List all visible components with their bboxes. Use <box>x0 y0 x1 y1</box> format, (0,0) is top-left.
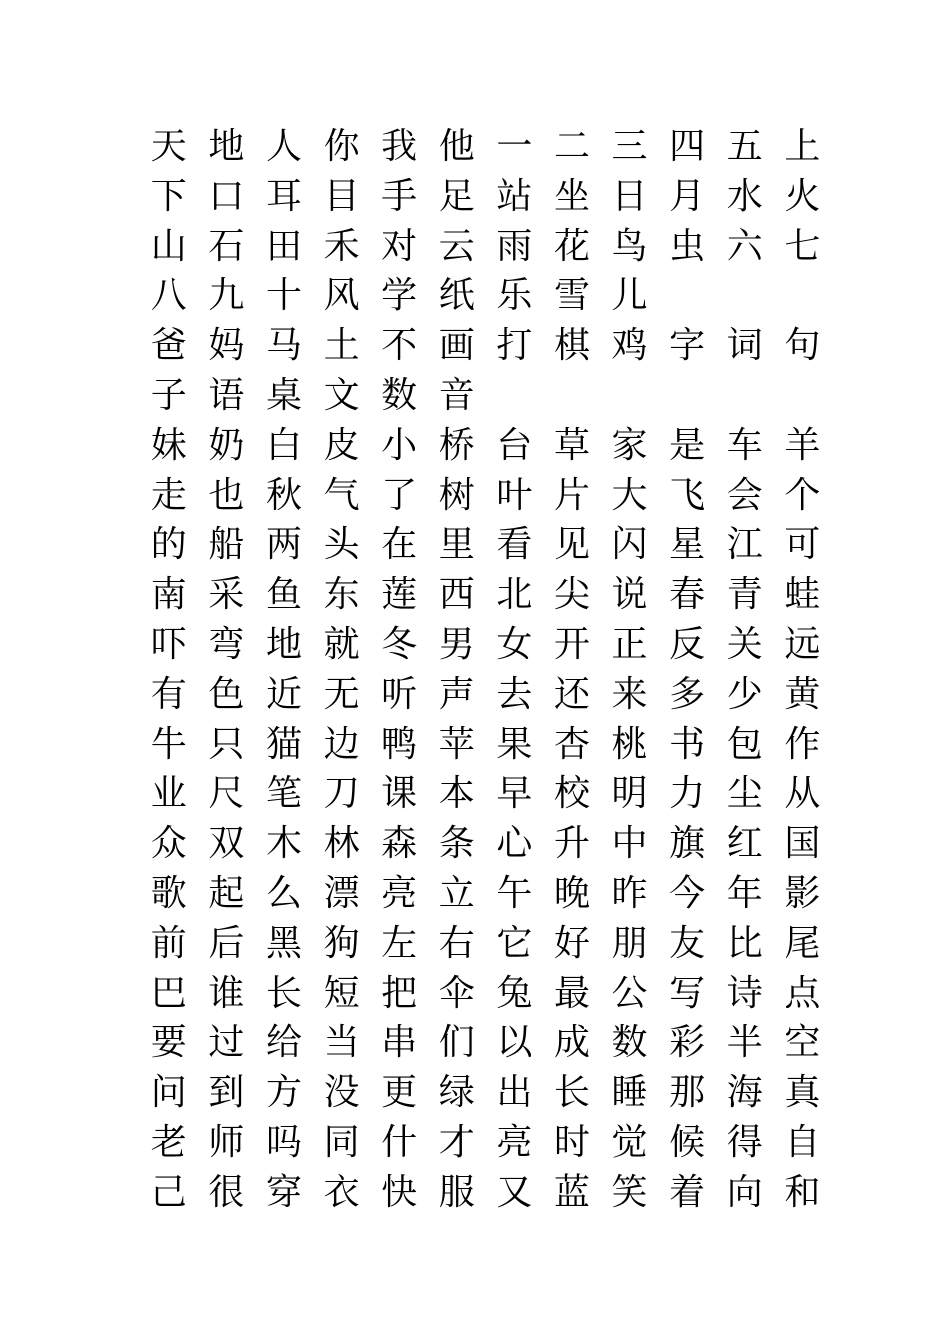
character-cell: 子 <box>150 374 187 416</box>
character-cell: 我 <box>381 126 418 167</box>
character-cell: 只 <box>208 723 245 765</box>
character-cell: 南 <box>150 574 187 616</box>
character-cell: 长 <box>553 1072 590 1114</box>
character-cell: 服 <box>438 1171 475 1213</box>
character-cell: 船 <box>208 524 245 566</box>
character-cell: 诗 <box>726 972 763 1014</box>
character-cell: 觉 <box>611 1121 648 1163</box>
character-cell: 过 <box>208 1022 245 1064</box>
character-cell: 石 <box>208 225 245 267</box>
character-cell: 得 <box>726 1121 763 1163</box>
character-cell: 风 <box>323 275 360 317</box>
character-cell: 要 <box>150 1022 187 1064</box>
character-cell: 学 <box>381 275 418 317</box>
character-cell: 从 <box>784 773 821 815</box>
character-row <box>140 321 836 371</box>
character-cell: 不 <box>381 325 418 367</box>
character-cell: 出 <box>496 1072 533 1114</box>
character-row <box>140 371 836 421</box>
character-cell: 友 <box>669 922 706 964</box>
character-cell: 的 <box>150 524 187 566</box>
character-cell: 皮 <box>323 424 360 466</box>
character-cell: 目 <box>323 175 360 217</box>
character-cell: 着 <box>669 1171 706 1213</box>
character-cell: 睡 <box>611 1072 648 1114</box>
character-cell: 东 <box>323 574 360 616</box>
character-cell: 把 <box>381 972 418 1014</box>
character-cell: 去 <box>496 673 533 715</box>
character-cell: 一 <box>496 126 533 167</box>
character-cell: 地 <box>208 126 245 167</box>
character-cell: 红 <box>726 823 763 865</box>
character-cell: 最 <box>553 972 590 1014</box>
character-grid <box>140 122 836 1218</box>
character-cell: 笔 <box>265 773 302 815</box>
character-cell: 纸 <box>438 275 475 317</box>
character-cell: 画 <box>438 325 475 367</box>
character-cell: 谁 <box>208 972 245 1014</box>
character-cell: 还 <box>553 673 590 715</box>
character-cell: 下 <box>150 175 187 217</box>
character-cell: 和 <box>784 1171 821 1213</box>
character-cell: 句 <box>784 325 821 367</box>
character-cell: 串 <box>381 1022 418 1064</box>
character-cell: 鱼 <box>265 574 302 616</box>
character-cell: 快 <box>381 1171 418 1213</box>
character-cell: 立 <box>438 872 475 914</box>
character-cell: 穿 <box>265 1171 302 1213</box>
character-cell: 片 <box>553 474 590 516</box>
character-cell: 笑 <box>611 1171 648 1213</box>
character-cell: 方 <box>265 1072 302 1114</box>
character-cell: 伞 <box>438 972 475 1014</box>
character-row <box>140 570 836 620</box>
character-cell: 雪 <box>553 275 590 317</box>
character-cell: 北 <box>496 574 533 616</box>
character-cell: 尺 <box>208 773 245 815</box>
character-cell: 牛 <box>150 723 187 765</box>
character-cell: 九 <box>208 275 245 317</box>
character-row <box>140 172 836 222</box>
character-cell: 歌 <box>150 872 187 914</box>
character-cell: 两 <box>265 524 302 566</box>
character-cell: 写 <box>669 972 706 1014</box>
character-cell: 兔 <box>496 972 533 1014</box>
character-cell: 耳 <box>265 175 302 217</box>
character-cell: 尖 <box>553 574 590 616</box>
character-cell: 远 <box>784 623 821 665</box>
character-cell: 来 <box>611 673 648 715</box>
character-cell: 土 <box>323 325 360 367</box>
character-cell: 可 <box>784 524 821 566</box>
character-cell: 课 <box>381 773 418 815</box>
character-cell: 坐 <box>553 175 590 217</box>
character-cell: 那 <box>669 1072 706 1114</box>
character-cell: 给 <box>265 1022 302 1064</box>
character-row <box>140 1168 836 1218</box>
character-cell: 色 <box>208 673 245 715</box>
character-cell: 里 <box>438 524 475 566</box>
character-cell: 江 <box>726 524 763 566</box>
character-cell: 前 <box>150 922 187 964</box>
character-cell: 会 <box>726 474 763 516</box>
character-cell: 秋 <box>265 474 302 516</box>
character-cell: 数 <box>611 1022 648 1064</box>
character-cell: 人 <box>265 126 302 167</box>
character-cell: 正 <box>611 623 648 665</box>
character-cell: 也 <box>208 474 245 516</box>
character-cell: 桥 <box>438 424 475 466</box>
character-cell: 了 <box>381 474 418 516</box>
character-cell: 反 <box>669 623 706 665</box>
character-cell: 儿 <box>611 275 648 317</box>
character-cell: 奶 <box>208 424 245 466</box>
character-cell: 六 <box>726 225 763 267</box>
character-cell: 成 <box>553 1022 590 1064</box>
character-cell: 妈 <box>208 325 245 367</box>
character-cell: 当 <box>323 1022 360 1064</box>
character-cell: 看 <box>496 524 533 566</box>
character-cell: 午 <box>496 872 533 914</box>
character-cell: 时 <box>553 1121 590 1163</box>
character-cell: 开 <box>553 623 590 665</box>
character-cell: 足 <box>438 175 475 217</box>
character-cell: 天 <box>150 126 187 167</box>
character-row <box>140 769 836 819</box>
character-cell: 台 <box>496 424 533 466</box>
character-row <box>140 869 836 919</box>
character-cell: 桌 <box>265 374 302 416</box>
character-cell: 虫 <box>669 225 706 267</box>
character-cell: 什 <box>381 1121 418 1163</box>
character-cell: 鸟 <box>611 225 648 267</box>
character-cell: 猫 <box>265 723 302 765</box>
character-cell: 花 <box>553 225 590 267</box>
character-cell: 草 <box>553 424 590 466</box>
character-cell: 升 <box>553 823 590 865</box>
character-row <box>140 919 836 969</box>
character-cell: 半 <box>726 1022 763 1064</box>
character-row <box>140 1018 836 1068</box>
character-cell: 叶 <box>496 474 533 516</box>
character-cell: 它 <box>496 922 533 964</box>
character-cell: 到 <box>208 1072 245 1114</box>
character-cell: 心 <box>496 823 533 865</box>
character-cell: 在 <box>381 524 418 566</box>
character-cell: 音 <box>438 374 475 416</box>
character-cell: 闪 <box>611 524 648 566</box>
character-cell: 国 <box>784 823 821 865</box>
character-cell: 个 <box>784 474 821 516</box>
character-cell: 气 <box>323 474 360 516</box>
character-cell: 向 <box>726 1171 763 1213</box>
character-cell: 有 <box>150 673 187 715</box>
character-cell: 老 <box>150 1121 187 1163</box>
character-cell: 左 <box>381 922 418 964</box>
character-cell: 田 <box>265 225 302 267</box>
character-cell: 早 <box>496 773 533 815</box>
character-cell: 尾 <box>784 922 821 964</box>
character-cell: 女 <box>496 623 533 665</box>
character-cell: 以 <box>496 1022 533 1064</box>
character-cell: 莲 <box>381 574 418 616</box>
character-cell: 日 <box>611 175 648 217</box>
character-cell: 影 <box>784 872 821 914</box>
character-cell: 说 <box>611 574 648 616</box>
character-cell: 公 <box>611 972 648 1014</box>
character-cell: 书 <box>669 723 706 765</box>
character-cell: 火 <box>784 175 821 217</box>
character-cell: 刀 <box>323 773 360 815</box>
character-cell: 问 <box>150 1072 187 1114</box>
character-cell: 你 <box>323 126 360 167</box>
character-row <box>140 720 836 770</box>
character-cell: 青 <box>726 574 763 616</box>
character-cell: 近 <box>265 673 302 715</box>
character-cell: 明 <box>611 773 648 815</box>
character-cell: 好 <box>553 922 590 964</box>
character-cell: 边 <box>323 723 360 765</box>
character-cell: 右 <box>438 922 475 964</box>
character-cell: 吗 <box>265 1121 302 1163</box>
character-cell: 作 <box>784 723 821 765</box>
character-cell: 同 <box>323 1121 360 1163</box>
character-cell: 数 <box>381 374 418 416</box>
character-cell: 年 <box>726 872 763 914</box>
character-cell: 包 <box>726 723 763 765</box>
character-cell: 起 <box>208 872 245 914</box>
character-cell: 西 <box>438 574 475 616</box>
character-cell: 中 <box>611 823 648 865</box>
character-cell: 彩 <box>669 1022 706 1064</box>
character-cell: 爸 <box>150 325 187 367</box>
character-cell: 月 <box>669 175 706 217</box>
character-cell: 口 <box>208 175 245 217</box>
character-cell: 亮 <box>496 1121 533 1163</box>
character-cell: 上 <box>784 126 821 167</box>
character-cell: 才 <box>438 1121 475 1163</box>
character-cell: 就 <box>323 623 360 665</box>
character-cell: 自 <box>784 1121 821 1163</box>
character-cell: 双 <box>208 823 245 865</box>
character-cell: 山 <box>150 225 187 267</box>
character-cell: 大 <box>611 474 648 516</box>
character-cell: 苹 <box>438 723 475 765</box>
character-row <box>140 670 836 720</box>
character-cell: 吓 <box>150 623 187 665</box>
character-cell: 绿 <box>438 1072 475 1114</box>
character-cell: 更 <box>381 1072 418 1114</box>
character-cell: 们 <box>438 1022 475 1064</box>
character-cell: 采 <box>208 574 245 616</box>
character-cell: 八 <box>150 275 187 317</box>
character-cell: 水 <box>726 175 763 217</box>
character-cell: 无 <box>323 673 360 715</box>
character-cell: 点 <box>784 972 821 1014</box>
character-cell: 巴 <box>150 972 187 1014</box>
character-row <box>140 122 836 172</box>
character-cell: 打 <box>496 325 533 367</box>
character-cell: 声 <box>438 673 475 715</box>
character-cell: 词 <box>726 325 763 367</box>
character-cell: 今 <box>669 872 706 914</box>
character-row <box>140 520 836 570</box>
character-cell: 师 <box>208 1121 245 1163</box>
character-row <box>140 620 836 670</box>
character-cell: 少 <box>726 673 763 715</box>
character-cell: 狗 <box>323 922 360 964</box>
character-cell: 森 <box>381 823 418 865</box>
character-cell: 本 <box>438 773 475 815</box>
character-cell: 七 <box>784 225 821 267</box>
character-cell: 蛙 <box>784 574 821 616</box>
character-cell: 地 <box>265 623 302 665</box>
character-cell: 多 <box>669 673 706 715</box>
character-cell: 后 <box>208 922 245 964</box>
character-cell: 校 <box>553 773 590 815</box>
character-cell: 听 <box>381 673 418 715</box>
character-cell: 对 <box>381 225 418 267</box>
character-cell: 海 <box>726 1072 763 1114</box>
character-cell: 头 <box>323 524 360 566</box>
character-cell: 冬 <box>381 623 418 665</box>
character-cell: 晚 <box>553 872 590 914</box>
character-cell: 鸡 <box>611 325 648 367</box>
character-cell: 黑 <box>265 922 302 964</box>
character-cell: 马 <box>265 325 302 367</box>
character-cell: 走 <box>150 474 187 516</box>
character-cell: 条 <box>438 823 475 865</box>
character-cell: 没 <box>323 1072 360 1114</box>
character-cell: 树 <box>438 474 475 516</box>
character-cell: 空 <box>784 1022 821 1064</box>
character-cell: 车 <box>726 424 763 466</box>
character-row <box>140 471 836 521</box>
character-cell: 飞 <box>669 474 706 516</box>
character-cell: 旗 <box>669 823 706 865</box>
character-cell: 黄 <box>784 673 821 715</box>
character-cell: 站 <box>496 175 533 217</box>
character-cell: 杏 <box>553 723 590 765</box>
character-cell: 又 <box>496 1171 533 1213</box>
character-cell: 朋 <box>611 922 648 964</box>
character-cell: 云 <box>438 225 475 267</box>
character-cell: 二 <box>553 126 590 167</box>
character-cell: 棋 <box>553 325 590 367</box>
character-cell: 己 <box>150 1171 187 1213</box>
character-cell: 么 <box>265 872 302 914</box>
character-cell: 小 <box>381 424 418 466</box>
character-cell: 尘 <box>726 773 763 815</box>
character-cell: 春 <box>669 574 706 616</box>
character-cell: 文 <box>323 374 360 416</box>
character-cell: 昨 <box>611 872 648 914</box>
character-cell: 星 <box>669 524 706 566</box>
character-cell: 手 <box>381 175 418 217</box>
character-cell: 衣 <box>323 1171 360 1213</box>
character-cell: 果 <box>496 723 533 765</box>
character-cell: 雨 <box>496 225 533 267</box>
character-cell: 很 <box>208 1171 245 1213</box>
character-cell: 真 <box>784 1072 821 1114</box>
character-cell: 弯 <box>208 623 245 665</box>
character-cell: 羊 <box>784 424 821 466</box>
character-row <box>140 222 836 272</box>
character-cell: 业 <box>150 773 187 815</box>
character-cell: 十 <box>265 275 302 317</box>
character-cell: 候 <box>669 1121 706 1163</box>
character-cell: 字 <box>669 325 706 367</box>
character-cell: 家 <box>611 424 648 466</box>
character-row <box>140 1068 836 1118</box>
character-cell: 木 <box>265 823 302 865</box>
character-cell: 蓝 <box>553 1171 590 1213</box>
character-row <box>140 1118 836 1168</box>
character-cell: 禾 <box>323 225 360 267</box>
character-cell: 鸭 <box>381 723 418 765</box>
character-cell: 短 <box>323 972 360 1014</box>
character-cell: 众 <box>150 823 187 865</box>
character-cell: 力 <box>669 773 706 815</box>
character-cell: 三 <box>611 126 648 167</box>
character-cell: 妹 <box>150 424 187 466</box>
character-row <box>140 819 836 869</box>
character-row <box>140 969 836 1019</box>
character-cell: 关 <box>726 623 763 665</box>
character-row <box>140 421 836 471</box>
character-cell: 他 <box>438 126 475 167</box>
character-cell: 桃 <box>611 723 648 765</box>
character-cell: 语 <box>208 374 245 416</box>
character-cell: 是 <box>669 424 706 466</box>
character-row <box>140 271 836 321</box>
character-cell: 林 <box>323 823 360 865</box>
character-cell: 亮 <box>381 872 418 914</box>
character-cell: 见 <box>553 524 590 566</box>
character-cell: 四 <box>669 126 706 167</box>
character-cell: 男 <box>438 623 475 665</box>
character-cell: 漂 <box>323 872 360 914</box>
character-cell: 五 <box>726 126 763 167</box>
character-cell: 乐 <box>496 275 533 317</box>
character-cell: 白 <box>265 424 302 466</box>
character-cell: 比 <box>726 922 763 964</box>
character-cell: 长 <box>265 972 302 1014</box>
